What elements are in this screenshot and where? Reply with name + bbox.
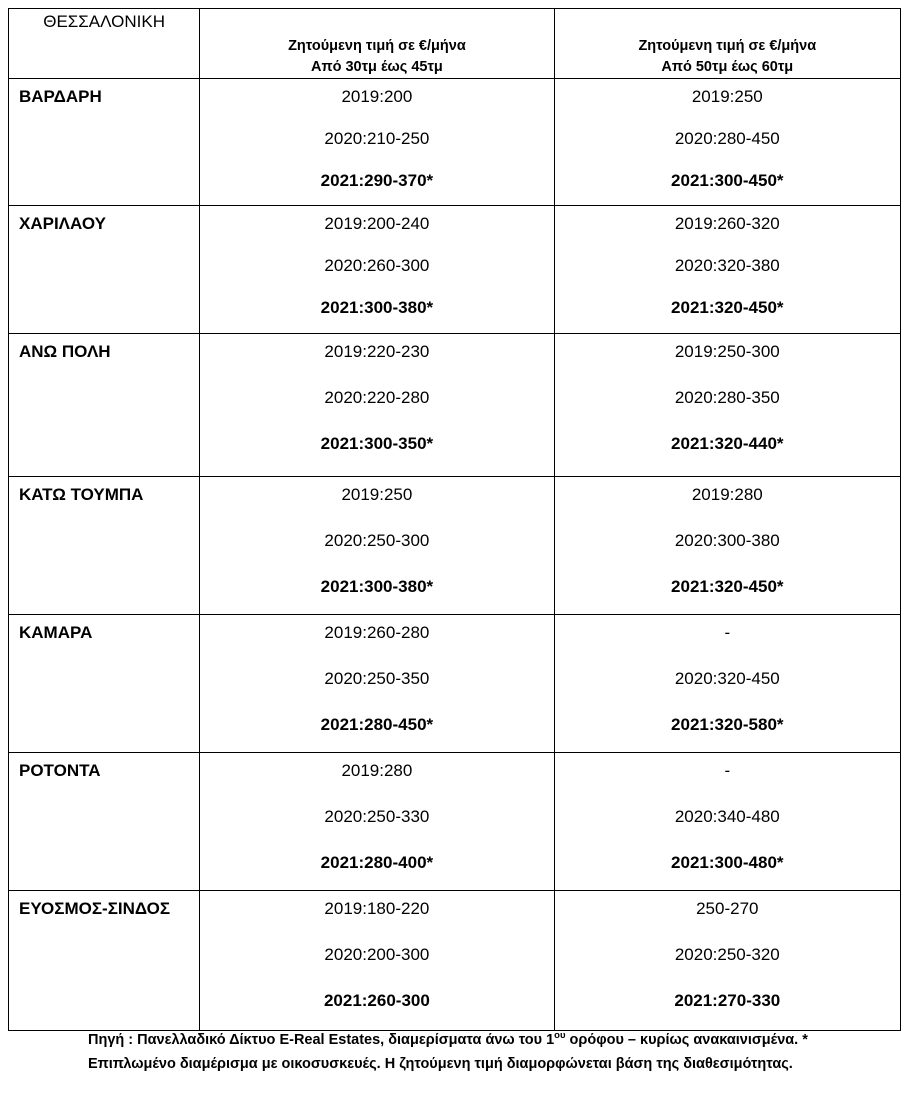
area-name: ΚΑΤΩ ΤΟΥΜΠΑ (9, 477, 200, 615)
price-value: 2019:200-240 (324, 214, 430, 233)
price-value: 2019:260-320 (674, 214, 780, 233)
price-cell-large (554, 753, 900, 891)
price-table (8, 8, 901, 1031)
price-cell-small (200, 334, 554, 477)
price-value: 2020:250-320 (674, 945, 780, 964)
price-value: 2021:300-450* (671, 171, 784, 190)
price-cell-large (554, 615, 900, 753)
price-value: 2021:320-450* (671, 577, 784, 596)
price-value: 2020:220-280 (324, 388, 430, 407)
price-value: 2021:290-370* (320, 171, 434, 190)
price-value: 2019:280 (341, 761, 413, 780)
price-value: 2019:200 (341, 87, 413, 106)
price-value: 2021:300-350* (320, 434, 434, 453)
price-value: 2020:280-350 (674, 388, 780, 407)
price-value: 2020:210-250 (324, 129, 430, 148)
column-header-small-line2: Από 30τμ έως 45τμ (311, 59, 443, 75)
footnote-superscript: ου (554, 1030, 566, 1042)
price-cell-large (554, 79, 900, 206)
price-value: 2019:180-220 (324, 899, 430, 918)
price-value: 2020:250-350 (324, 669, 430, 688)
area-name: ΡΟΤΟΝΤΑ (9, 753, 200, 891)
price-value: 2020:200-300 (324, 945, 430, 964)
price-value: 2019:280 (691, 485, 763, 504)
price-value: 2021:320-440* (671, 434, 784, 453)
footnote-text-end: ορόφου – κυρίως ανακαινισμένα. * Επιπλωμένο διαμέρισμα με οικοσυσκευές. Η ζητούμενη τιμή διαμορφώνεται βάση της διαθεσιμότητας. (88, 1032, 808, 1072)
price-value: 2021:300-480* (671, 853, 784, 872)
price-cell-large (554, 477, 900, 615)
price-value: - (724, 623, 731, 642)
area-name: ΕΥΟΣΜΟΣ-ΣΙΝΔΟΣ (9, 891, 200, 1031)
column-header-large-line2: Από 50τμ έως 60τμ (661, 59, 794, 75)
price-cell-small (200, 477, 554, 615)
price-cell-small (200, 615, 554, 753)
price-value: 2021:280-400* (320, 853, 434, 872)
area-name: ΒΑΡΔΑΡΗ (9, 79, 200, 206)
price-cell-small (200, 891, 554, 1031)
area-name: ΑΝΩ ΠΟΛΗ (9, 334, 200, 477)
price-value: 2019:250 (341, 485, 413, 504)
price-value: 2020:250-330 (324, 807, 430, 826)
column-header-large (554, 9, 900, 79)
price-value: 2020:260-300 (324, 256, 430, 275)
price-cell-large (554, 334, 900, 477)
table-row (9, 334, 901, 477)
source-footnote (88, 1028, 848, 1076)
price-value: 2020:300-380 (674, 531, 780, 550)
price-value: 2020:250-300 (324, 531, 430, 550)
price-value: 2021:320-450* (671, 298, 784, 317)
price-value: 2020:280-450 (674, 129, 780, 148)
header-row (9, 9, 901, 79)
price-cell-large (554, 891, 900, 1031)
price-value: 2019:250-300 (674, 342, 780, 361)
price-value: 2021:320-580* (671, 715, 784, 734)
price-table-body (9, 9, 901, 1031)
price-value: 2020:320-380 (674, 256, 780, 275)
column-header-small (200, 9, 554, 79)
table-row (9, 477, 901, 615)
price-cell-small (200, 206, 554, 334)
price-value: 2020:320-450 (674, 669, 780, 688)
table-row (9, 753, 901, 891)
table-row (9, 206, 901, 334)
price-value: 2019:260-280 (324, 623, 430, 642)
price-cell-small (200, 79, 554, 206)
price-value: 2021:260-300 (323, 991, 430, 1010)
table-row (9, 79, 901, 206)
price-value: 2021:300-380* (320, 577, 434, 596)
price-value: 2019:250 (691, 87, 763, 106)
price-value: 2021:300-380* (320, 298, 434, 317)
column-header-large-line1: Ζητούμενη τιμή σε €/μήνα (638, 38, 817, 54)
area-name: ΧΑΡΙΛΑΟΥ (9, 206, 200, 334)
price-value: 250-270 (696, 899, 759, 918)
footnote-text-start: Πηγή : Πανελλαδικό Δίκτυο E-Real Estates, διαμερίσματα άνω του 1 (88, 1032, 555, 1048)
price-value: 2019:220-230 (324, 342, 430, 361)
price-value: 2020:340-480 (674, 807, 780, 826)
table-row (9, 615, 901, 753)
table-row (9, 891, 901, 1031)
city-header: ΘΕΣΣΑΛΟΝΙΚΗ (9, 9, 200, 79)
price-value: 2021:270-330 (674, 991, 781, 1010)
price-value: - (724, 761, 731, 780)
price-value: 2021:280-450* (320, 715, 434, 734)
price-cell-large (554, 206, 900, 334)
area-name: ΚΑΜΑΡΑ (9, 615, 200, 753)
price-cell-small (200, 753, 554, 891)
column-header-small-line1: Ζητούμενη τιμή σε €/μήνα (288, 38, 466, 54)
